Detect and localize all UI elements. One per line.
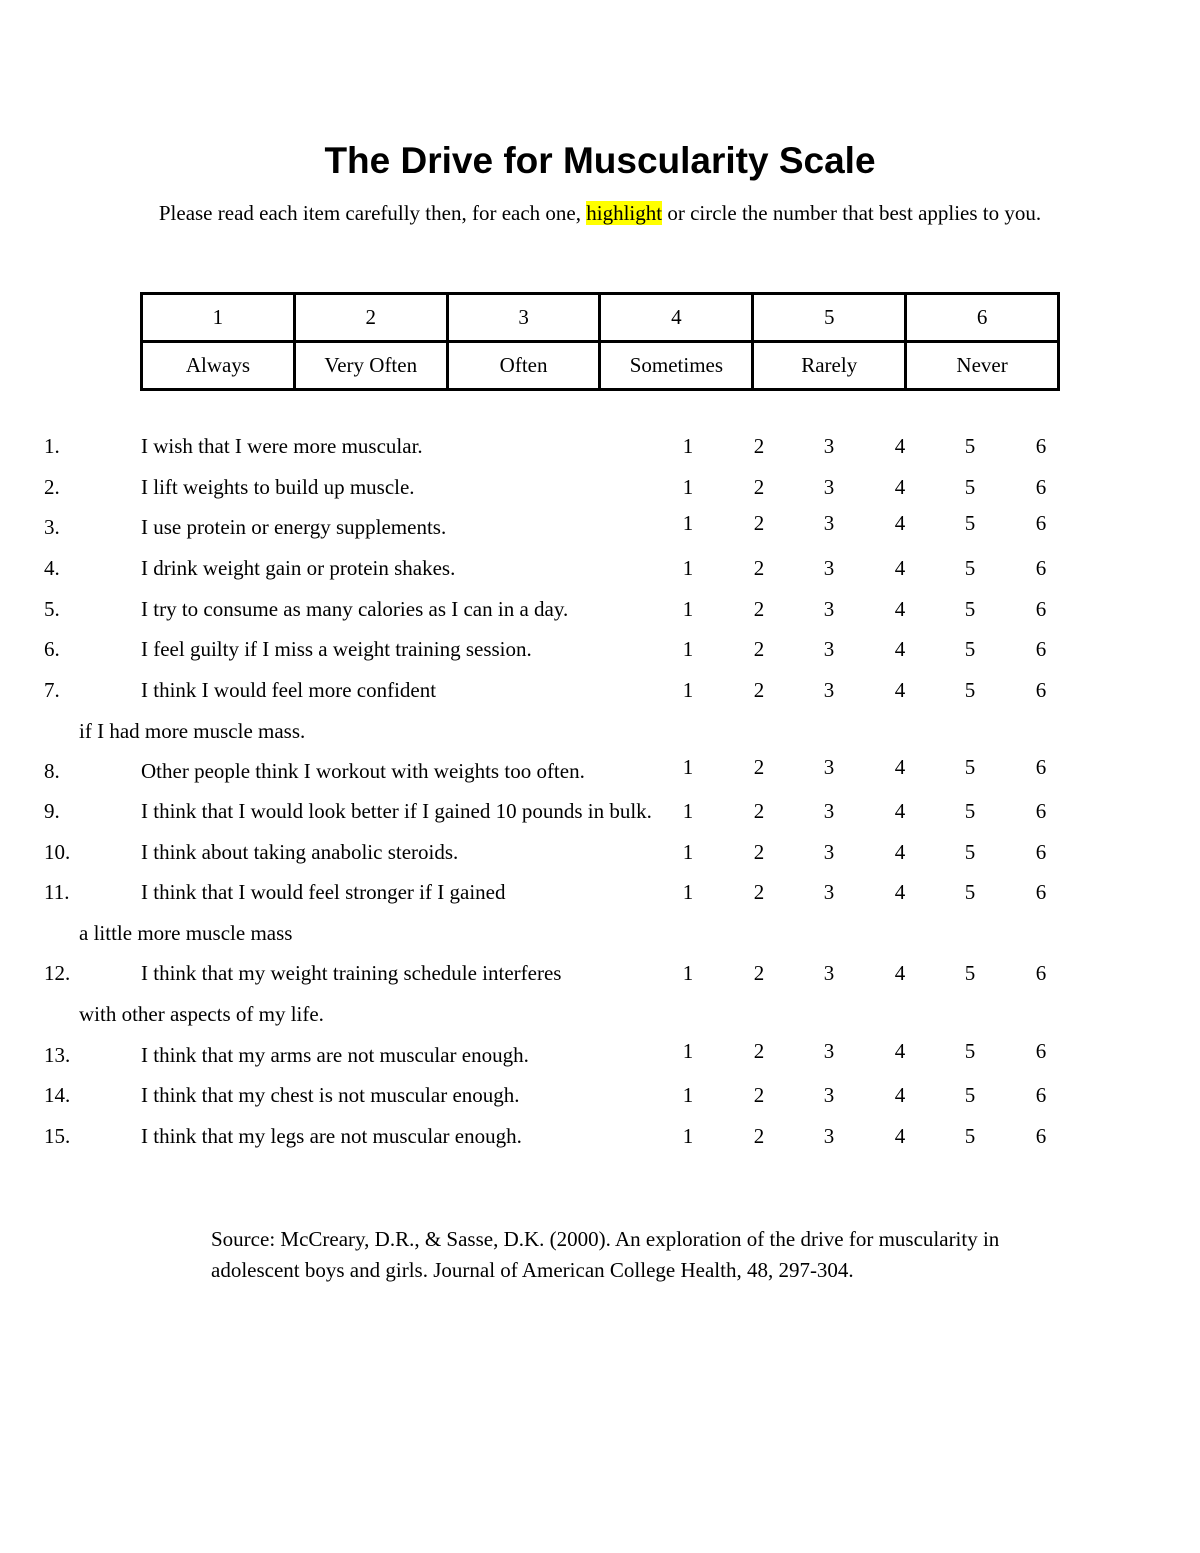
response-option-1[interactable]: 1 [682, 556, 694, 580]
response-option-1[interactable]: 1 [682, 1124, 694, 1148]
response-option-1[interactable]: 1 [682, 475, 694, 499]
item-text: I lift weights to build up muscle. [141, 475, 415, 499]
response-option-5[interactable]: 5 [964, 1083, 976, 1107]
response-option-6[interactable]: 6 [1035, 1083, 1047, 1107]
response-option-5[interactable]: 5 [964, 678, 976, 702]
response-option-2[interactable]: 2 [753, 475, 765, 499]
scale-label-cell: Sometimes [600, 342, 753, 390]
response-option-5[interactable]: 5 [964, 880, 976, 904]
response-option-5[interactable]: 5 [964, 597, 976, 621]
response-option-3[interactable]: 3 [823, 1039, 835, 1063]
response-option-2[interactable]: 2 [753, 637, 765, 661]
response-option-5[interactable]: 5 [964, 1124, 976, 1148]
item-text: I think that I would look better if I gained 10 pounds in bulk. [141, 799, 652, 823]
item-text-continuation: with other aspects of my life. [79, 1002, 324, 1026]
response-option-2[interactable]: 2 [753, 961, 765, 985]
item-number: 14. [44, 1083, 71, 1107]
item-text: I wish that I were more muscular. [141, 434, 423, 458]
response-option-2[interactable]: 2 [753, 840, 765, 864]
response-option-6[interactable]: 6 [1035, 1124, 1047, 1148]
response-option-4[interactable]: 4 [894, 434, 906, 458]
response-option-3[interactable]: 3 [823, 755, 835, 779]
item-number: 4. [44, 556, 60, 580]
response-option-3[interactable]: 3 [823, 475, 835, 499]
response-option-5[interactable]: 5 [964, 961, 976, 985]
response-option-6[interactable]: 6 [1035, 961, 1047, 985]
item-number: 8. [44, 759, 60, 783]
response-option-2[interactable]: 2 [753, 755, 765, 779]
response-option-2[interactable]: 2 [753, 434, 765, 458]
response-option-5[interactable]: 5 [964, 637, 976, 661]
response-option-2[interactable]: 2 [753, 1083, 765, 1107]
response-option-2[interactable]: 2 [753, 511, 765, 535]
response-option-1[interactable]: 1 [682, 840, 694, 864]
response-option-5[interactable]: 5 [964, 1039, 976, 1063]
item-text-continuation: a little more muscle mass [79, 921, 293, 945]
response-option-4[interactable]: 4 [894, 475, 906, 499]
response-option-6[interactable]: 6 [1035, 434, 1047, 458]
response-option-5[interactable]: 5 [964, 511, 976, 535]
response-option-5[interactable]: 5 [964, 755, 976, 779]
response-option-6[interactable]: 6 [1035, 597, 1047, 621]
response-option-1[interactable]: 1 [682, 880, 694, 904]
item-text: I think that my arms are not muscular enough. [141, 1043, 529, 1067]
response-option-4[interactable]: 4 [894, 597, 906, 621]
item-text: I use protein or energy supplements. [141, 515, 447, 539]
item-text: I try to consume as many calories as I can in a day. [141, 597, 569, 621]
page-title: The Drive for Muscularity Scale [324, 140, 876, 181]
item-number: 15. [44, 1124, 71, 1148]
item-text: I think about taking anabolic steroids. [141, 840, 459, 864]
response-option-6[interactable]: 6 [1035, 880, 1047, 904]
source-citation: Source: McCreary, D.R., & Sasse, D.K. (2000). An exploration of the drive for muscularity in adolescent boys and girls. Journal of American College Health, 48, 297-304. [211, 1227, 1000, 1282]
highlight-word: highlight [586, 201, 663, 225]
item-text: I think that my chest is not muscular enough. [141, 1083, 520, 1107]
response-option-5[interactable]: 5 [964, 556, 976, 580]
response-option-4[interactable]: 4 [894, 880, 906, 904]
scale-number-cell: 2 [294, 294, 447, 342]
item-number: 13. [44, 1043, 71, 1067]
item-number: 1. [44, 434, 60, 458]
response-option-4[interactable]: 4 [894, 840, 906, 864]
item-number: 2. [44, 475, 60, 499]
response-option-2[interactable]: 2 [753, 678, 765, 702]
item-number: 10. [44, 840, 71, 864]
response-option-1[interactable]: 1 [682, 799, 694, 823]
response-option-6[interactable]: 6 [1035, 637, 1047, 661]
response-option-3[interactable]: 3 [823, 511, 835, 535]
response-option-5[interactable]: 5 [964, 475, 976, 499]
response-option-5[interactable]: 5 [964, 840, 976, 864]
item-text: I think that my weight training schedule interferes [141, 961, 562, 985]
response-option-4[interactable]: 4 [894, 556, 906, 580]
response-option-1[interactable]: 1 [682, 434, 694, 458]
item-number: 5. [44, 597, 60, 621]
scale-number-cell: 6 [906, 294, 1059, 342]
response-option-1[interactable]: 1 [682, 678, 694, 702]
item-text: I think that I would feel stronger if I gained [141, 880, 506, 904]
scale-label-cell: Very Often [294, 342, 447, 390]
scale-label-cell: Often [447, 342, 600, 390]
response-option-4[interactable]: 4 [894, 511, 906, 535]
item-number: 7. [44, 678, 60, 702]
item-number: 12. [44, 961, 71, 985]
item-number: 11. [44, 880, 70, 904]
response-option-3[interactable]: 3 [823, 1083, 835, 1107]
item-number: 6. [44, 637, 60, 661]
response-option-1[interactable]: 1 [682, 961, 694, 985]
response-option-4[interactable]: 4 [894, 1124, 906, 1148]
scale-number-cell: 5 [753, 294, 906, 342]
response-option-3[interactable]: 3 [823, 880, 835, 904]
response-option-3[interactable]: 3 [823, 961, 835, 985]
response-option-4[interactable]: 4 [894, 678, 906, 702]
response-option-5[interactable]: 5 [964, 434, 976, 458]
response-option-3[interactable]: 3 [823, 1124, 835, 1148]
response-option-1[interactable]: 1 [682, 755, 694, 779]
instructions-text-start: Please read each item carefully then, for each one, [158, 201, 587, 225]
scale-number-cell: 4 [600, 294, 753, 342]
response-option-6[interactable]: 6 [1035, 799, 1047, 823]
response-option-6[interactable]: 6 [1035, 511, 1047, 535]
response-option-1[interactable]: 1 [682, 597, 694, 621]
scale-number-cell: 3 [447, 294, 600, 342]
scale-label-cell: Never [906, 342, 1059, 390]
response-option-3[interactable]: 3 [823, 556, 835, 580]
response-option-4[interactable]: 4 [894, 1083, 906, 1107]
response-option-4[interactable]: 4 [894, 1039, 906, 1063]
response-option-6[interactable]: 6 [1035, 755, 1047, 779]
scale-number-cell: 1 [142, 294, 295, 342]
item-text: I drink weight gain or protein shakes. [141, 556, 456, 580]
item-text: I think I would feel more confident [141, 678, 437, 702]
response-option-2[interactable]: 2 [753, 597, 765, 621]
response-option-6[interactable]: 6 [1035, 556, 1047, 580]
response-option-4[interactable]: 4 [894, 961, 906, 985]
item-text: Other people think I workout with weights too often. [141, 759, 585, 783]
item-text: I think that my legs are not muscular enough. [141, 1124, 522, 1148]
response-option-1[interactable]: 1 [682, 1083, 694, 1107]
response-option-5[interactable]: 5 [964, 799, 976, 823]
response-option-2[interactable]: 2 [753, 880, 765, 904]
response-option-6[interactable]: 6 [1035, 678, 1047, 702]
response-option-1[interactable]: 1 [682, 1039, 694, 1063]
item-number: 3. [44, 515, 60, 539]
item-number: 9. [44, 799, 60, 823]
response-option-3[interactable]: 3 [823, 678, 835, 702]
response-option-4[interactable]: 4 [894, 799, 906, 823]
scale-label-cell: Rarely [753, 342, 906, 390]
response-option-4[interactable]: 4 [894, 755, 906, 779]
response-option-2[interactable]: 2 [753, 1039, 765, 1063]
response-option-4[interactable]: 4 [894, 637, 906, 661]
response-option-3[interactable]: 3 [823, 434, 835, 458]
response-option-3[interactable]: 3 [823, 637, 835, 661]
response-option-2[interactable]: 2 [753, 1124, 765, 1148]
response-option-3[interactable]: 3 [823, 597, 835, 621]
response-option-2[interactable]: 2 [753, 799, 765, 823]
instructions-text-end: or circle the number that best applies to you. [662, 201, 1042, 225]
response-option-3[interactable]: 3 [823, 840, 835, 864]
item-text-continuation: if I had more muscle mass. [79, 719, 306, 743]
scale-label-cell: Always [142, 342, 295, 390]
response-option-2[interactable]: 2 [753, 556, 765, 580]
response-option-3[interactable]: 3 [823, 799, 835, 823]
item-text: I feel guilty if I miss a weight training session. [141, 637, 532, 661]
response-option-1[interactable]: 1 [682, 511, 694, 535]
response-option-6[interactable]: 6 [1035, 840, 1047, 864]
response-option-1[interactable]: 1 [682, 637, 694, 661]
response-option-6[interactable]: 6 [1035, 475, 1047, 499]
response-option-6[interactable]: 6 [1035, 1039, 1047, 1063]
